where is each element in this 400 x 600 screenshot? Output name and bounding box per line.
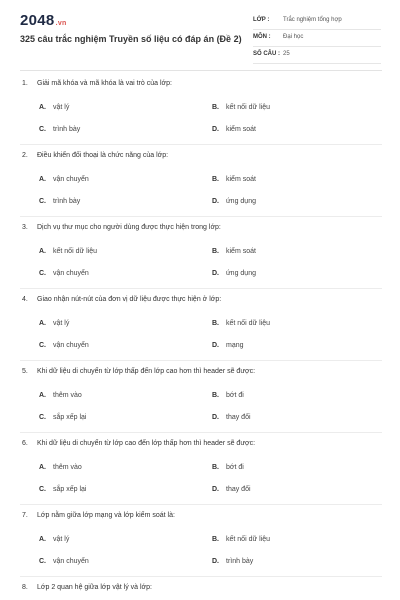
option-b[interactable]	[212, 176, 256, 183]
option-letter: D.	[212, 126, 219, 133]
option-text: vận chuyển	[53, 342, 89, 349]
option-c[interactable]	[39, 270, 89, 277]
header-divider	[20, 70, 382, 71]
site-logo[interactable]	[20, 12, 67, 29]
option-a[interactable]	[39, 536, 69, 543]
option-letter: A.	[39, 248, 46, 255]
meta-label: LỚP :	[253, 17, 270, 23]
meta-label: MÔN :	[253, 34, 271, 40]
option-d[interactable]	[212, 558, 253, 565]
question-number: 3.	[22, 224, 28, 231]
option-letter: C.	[39, 486, 46, 493]
option-text: kết nối dữ liệu	[226, 104, 270, 111]
document-title: 325 câu trắc nghiệm Truyền số liệu có đáp án (Đề 2)	[20, 34, 242, 44]
question-number: 4.	[22, 296, 28, 303]
question-text	[22, 296, 221, 303]
question-body: Giao nhận nút-nút của đơn vị dữ liệu được thực hiện ở lớp:	[37, 296, 222, 303]
option-b[interactable]	[212, 248, 256, 255]
question-number: 6.	[22, 440, 28, 447]
option-text: trình bày	[53, 198, 81, 205]
option-letter: D.	[212, 198, 219, 205]
logo-text: 2048	[20, 12, 55, 29]
question-number: 5.	[22, 368, 28, 375]
meta-row-subject	[253, 30, 381, 47]
option-b[interactable]	[212, 104, 270, 111]
option-a[interactable]	[39, 104, 69, 111]
option-text: kết nối dữ liệu	[226, 536, 270, 543]
option-text: kiểm soát	[226, 248, 256, 255]
option-letter: B.	[212, 248, 219, 255]
question-divider	[20, 216, 382, 217]
option-letter: C.	[39, 270, 46, 277]
option-letter: B.	[212, 536, 219, 543]
question-text	[22, 80, 172, 87]
option-text: ứng dụng	[226, 270, 256, 277]
option-c[interactable]	[39, 342, 89, 349]
option-letter: A.	[39, 176, 46, 183]
option-d[interactable]	[212, 486, 251, 493]
question-divider	[20, 360, 382, 361]
meta-row-count	[253, 47, 381, 64]
question-divider	[20, 576, 382, 577]
option-letter: B.	[212, 464, 219, 471]
option-text: vận chuyển	[53, 558, 89, 565]
option-text: vật lý	[53, 104, 70, 111]
option-letter: B.	[212, 176, 219, 183]
option-b[interactable]	[212, 392, 244, 399]
option-letter: A.	[39, 536, 46, 543]
option-c[interactable]	[39, 558, 89, 565]
meta-value: Trắc nghiệm tổng hợp	[283, 17, 342, 23]
question-number: 1.	[22, 80, 28, 87]
option-c[interactable]	[39, 486, 86, 493]
question-text	[22, 224, 221, 231]
question-body: Khi dữ liệu di chuyển từ lớp thấp đến lớp cao hơn thì header sẽ được:	[37, 368, 256, 375]
option-text: vận chuyển	[53, 176, 89, 183]
option-letter: D.	[212, 486, 219, 493]
option-letter: D.	[212, 270, 219, 277]
question-number: 7.	[22, 512, 28, 519]
option-a[interactable]	[39, 392, 82, 399]
option-text: trình bày	[226, 558, 254, 565]
option-text: mạng	[226, 342, 244, 349]
option-text: kết nối dữ liệu	[53, 248, 97, 255]
option-letter: C.	[39, 198, 46, 205]
option-d[interactable]	[212, 270, 256, 277]
option-text: kết nối dữ liệu	[226, 320, 270, 327]
option-c[interactable]	[39, 198, 80, 205]
question-body: Lớp 2 quan hệ giữa lớp vật lý và lớp:	[37, 584, 152, 591]
option-letter: D.	[212, 558, 219, 565]
option-letter: C.	[39, 342, 46, 349]
option-letter: B.	[212, 320, 219, 327]
question-body: Giải mã khóa và mã khóa là vai trò của lớp:	[37, 80, 172, 87]
question-divider	[20, 504, 382, 505]
option-letter: A.	[39, 104, 46, 111]
meta-label: SỐ CÂU :	[253, 51, 280, 57]
question-body: Khi dữ liệu di chuyển từ lớp cao đến lớp thấp hơn thì header sẽ được:	[37, 440, 256, 447]
meta-value: Đại học	[283, 34, 304, 40]
option-letter: C.	[39, 558, 46, 565]
option-d[interactable]	[212, 198, 256, 205]
question-divider	[20, 144, 382, 145]
option-text: bớt đi	[226, 392, 244, 399]
option-text: kiểm soát	[226, 176, 256, 183]
option-d[interactable]	[212, 414, 251, 421]
option-letter: D.	[212, 414, 219, 421]
logo-domain: .vn	[55, 20, 67, 27]
option-letter: A.	[39, 464, 46, 471]
meta-info	[253, 13, 381, 64]
option-text: thêm vào	[53, 464, 82, 471]
option-text: ứng dụng	[226, 198, 256, 205]
option-text: thêm vào	[53, 392, 82, 399]
option-text: vật lý	[53, 536, 70, 543]
option-c[interactable]	[39, 414, 86, 421]
option-d[interactable]	[212, 342, 244, 349]
option-letter: C.	[39, 414, 46, 421]
option-letter: B.	[212, 104, 219, 111]
option-text: trình bày	[53, 126, 81, 133]
option-letter: C.	[39, 126, 46, 133]
question-number: 2.	[22, 152, 28, 159]
option-text: vật lý	[53, 320, 70, 327]
option-b[interactable]	[212, 464, 244, 471]
option-text: sắp xếp lại	[53, 414, 87, 421]
meta-row-class	[253, 13, 381, 30]
option-a[interactable]	[39, 320, 69, 327]
option-text: thay đổi	[226, 414, 251, 421]
question-text	[22, 584, 152, 591]
option-letter: A.	[39, 392, 46, 399]
option-c[interactable]	[39, 126, 80, 133]
option-text: sắp xếp lại	[53, 486, 87, 493]
option-b[interactable]	[212, 536, 270, 543]
question-text	[22, 512, 175, 519]
option-text: vận chuyển	[53, 270, 89, 277]
option-a[interactable]	[39, 176, 89, 183]
option-text: bớt đi	[226, 464, 244, 471]
option-letter: A.	[39, 320, 46, 327]
question-body: Dịch vụ thư mục cho người dùng được thực hiện trong lớp:	[37, 224, 221, 231]
question-number: 8.	[22, 584, 28, 591]
option-a[interactable]	[39, 464, 82, 471]
option-a[interactable]	[39, 248, 97, 255]
option-d[interactable]	[212, 126, 256, 133]
option-b[interactable]	[212, 320, 270, 327]
question-text	[22, 440, 255, 447]
option-text: thay đổi	[226, 486, 251, 493]
option-text: kiểm soát	[226, 126, 256, 133]
page-header	[0, 0, 400, 72]
question-body: Điều khiển đối thoại là chức năng của lớp:	[37, 152, 169, 159]
question-divider	[20, 432, 382, 433]
option-letter: B.	[212, 392, 219, 399]
question-text	[22, 152, 168, 159]
question-body: Lớp nằm giữa lớp mạng và lớp kiểm soát là:	[37, 512, 175, 519]
question-text	[22, 368, 255, 375]
question-divider	[20, 288, 382, 289]
option-letter: D.	[212, 342, 219, 349]
meta-value: 25	[283, 51, 290, 57]
